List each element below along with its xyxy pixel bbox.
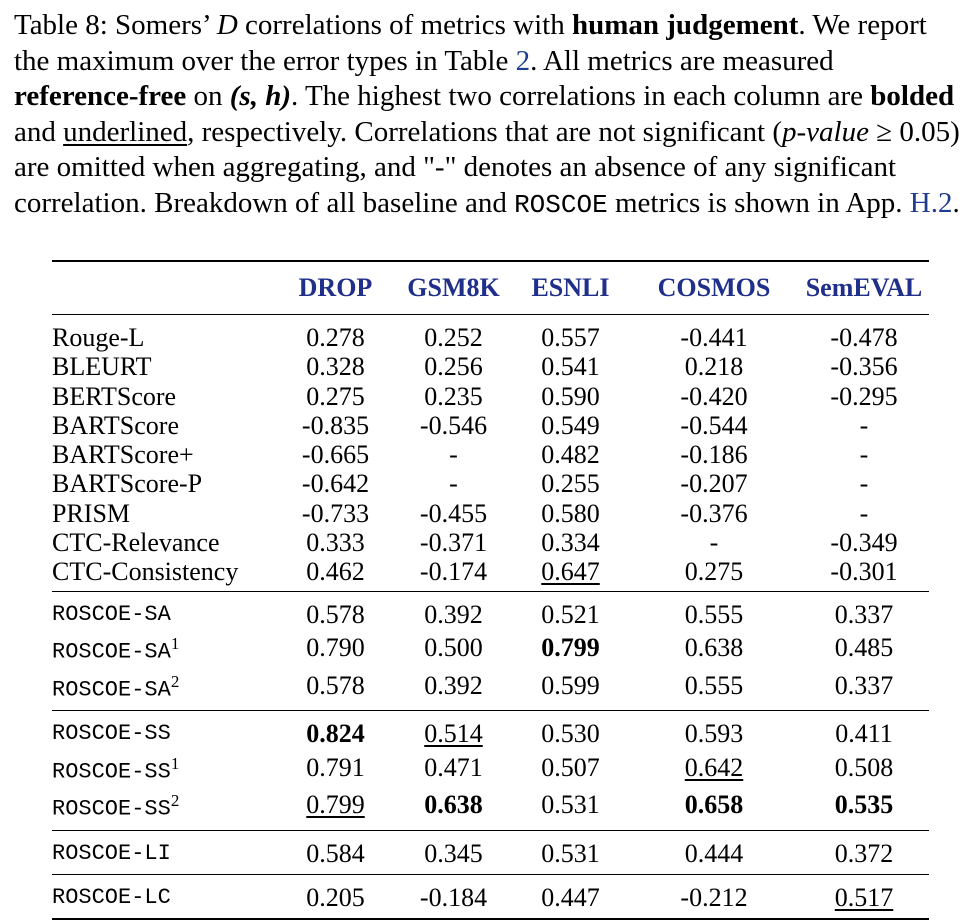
superscript: 2 [170, 791, 180, 811]
results-table [52, 260, 929, 920]
table-row [52, 382, 929, 411]
table-row [52, 315, 929, 353]
cell-value: 0.392 [424, 670, 483, 700]
cell-value: 0.255 [541, 469, 600, 499]
superscript: 2 [170, 671, 180, 691]
cell-value: 0.447 [541, 883, 600, 913]
somers-d: D [216, 9, 238, 41]
best-value: 0.824 [306, 719, 365, 749]
metric-name: CTC-Relevance [52, 528, 220, 558]
cell-value: -0.420 [680, 381, 748, 411]
underlined-word: underlined [63, 115, 188, 148]
col-header-gsm8k: GSM8K [407, 273, 500, 302]
p-value: p-value [781, 115, 869, 148]
cell-value [395, 711, 512, 749]
cell-value: -0.733 [301, 498, 370, 528]
cell-value: 0.549 [541, 410, 600, 440]
cell-value: - [859, 469, 869, 499]
cell-value: 0.531 [541, 790, 600, 820]
second-best-value: 0.799 [306, 790, 365, 820]
cell-value: -0.544 [680, 410, 748, 440]
cell-value: 0.638 [684, 633, 744, 663]
cell-value [276, 786, 395, 830]
best-value: 0.658 [684, 790, 744, 820]
cell-value: 0.333 [306, 528, 365, 558]
cell-value: 0.235 [424, 381, 483, 411]
cell-value: 0.521 [541, 599, 600, 629]
cell-value [799, 875, 929, 920]
cell-value: 0.530 [541, 719, 600, 749]
roscoe-sa-group [52, 591, 929, 711]
metric-name: ROSCOE-SS [52, 721, 171, 747]
cell-value: 0.507 [541, 752, 600, 782]
cell-value: 0.444 [684, 838, 744, 868]
bolded-word: bolded [870, 80, 955, 112]
roscoe-ss-group [52, 711, 929, 831]
cell-value: -0.642 [301, 469, 370, 499]
cell-value: 0.508 [834, 752, 894, 782]
header-empty [52, 261, 276, 315]
cell-value: -0.376 [680, 498, 748, 528]
cell-value: 0.541 [541, 352, 600, 382]
cell-value: 0.462 [306, 557, 365, 587]
cell-value: 0.411 [835, 719, 893, 749]
table-row [52, 591, 929, 629]
table-row [52, 499, 929, 528]
cell-value: -0.295 [830, 381, 898, 411]
cell-value [629, 786, 799, 830]
metric-name: BARTScore [52, 410, 179, 440]
cell-value: -0.349 [830, 528, 898, 558]
cell-value: 0.555 [684, 599, 744, 629]
caption-label: Table 8: [14, 9, 108, 41]
metric-name: Rouge-L [52, 323, 145, 352]
best-value: 0.638 [424, 790, 483, 820]
table-row [52, 352, 929, 381]
second-best-value: 0.514 [424, 719, 483, 749]
cell-value: -0.835 [301, 410, 370, 440]
cell-value: 0.218 [684, 352, 744, 382]
cell-value: 0.791 [306, 752, 365, 782]
header-row [52, 261, 929, 315]
cell-value: 0.275 [684, 557, 744, 587]
cell-value [512, 557, 629, 591]
cell-value: -0.301 [830, 557, 898, 587]
cell-value: 0.328 [306, 352, 365, 382]
table-row [52, 711, 929, 749]
cell-value: - [859, 498, 869, 528]
cell-value: 0.278 [306, 323, 365, 352]
metric-name: ROSCOE-SA [52, 601, 171, 627]
table-row [52, 749, 929, 787]
cell-value: - [449, 469, 458, 499]
cell-value: 0.485 [834, 633, 894, 663]
metric-name: ROSCOE-$SS^1$ [52, 753, 180, 784]
cell-value: 0.471 [424, 752, 483, 782]
cell-value: -0.207 [680, 469, 748, 499]
table-row [52, 786, 929, 830]
cell-value: -0.441 [680, 323, 748, 352]
cell-value: -0.212 [680, 883, 748, 913]
cell-value: -0.174 [419, 557, 488, 587]
table-row [52, 629, 929, 667]
col-header-esnli: ESNLI [531, 273, 610, 302]
table-row [52, 557, 929, 591]
cell-value: - [709, 528, 719, 558]
reference-free: reference-free [14, 80, 187, 112]
metric-name: ROSCOE-$SA^2$ [52, 671, 180, 702]
cell-value: - [859, 440, 869, 470]
cell-value: - [449, 440, 458, 470]
cell-value: 0.345 [424, 838, 483, 868]
col-header-cosmos: COSMOS [657, 273, 771, 302]
appendix-ref-link[interactable]: H.2 [909, 186, 953, 219]
cell-value: 0.790 [306, 633, 365, 663]
cell-value: 0.593 [684, 719, 744, 749]
metric-name: BLEURT [52, 352, 152, 382]
cell-value: 0.580 [541, 498, 600, 528]
table-row [52, 469, 929, 498]
cell-value: 0.392 [424, 599, 483, 629]
cell-value: 0.482 [541, 440, 600, 470]
cell-value [512, 629, 629, 667]
cell-value: - [859, 410, 869, 440]
cell-value: -0.184 [419, 883, 488, 913]
cell-value: 0.205 [306, 883, 365, 913]
superscript: 1 [170, 753, 180, 773]
table-row [52, 667, 929, 711]
second-best-value: 0.642 [684, 752, 744, 782]
cell-value: 0.500 [424, 633, 483, 663]
cell-value: 0.334 [541, 528, 600, 558]
s-h-pair: (s, h) [229, 80, 291, 112]
metric-name: PRISM [52, 498, 131, 528]
cell-value: 0.372 [834, 838, 894, 868]
cell-value: -0.356 [830, 352, 898, 382]
cell-value: 0.337 [834, 670, 894, 700]
cell-value: 0.256 [424, 352, 483, 382]
cell-value [629, 749, 799, 787]
cell-value: -0.186 [680, 440, 748, 470]
cell-value: 0.275 [306, 381, 365, 411]
cell-value: 0.578 [306, 599, 365, 629]
best-value: 0.535 [834, 790, 894, 820]
table-row [52, 875, 929, 920]
metric-name: CTC-Consistency [52, 557, 239, 587]
cell-value: 0.578 [306, 670, 365, 700]
roscoe-li-group [52, 830, 929, 874]
col-header-drop: DROP [298, 273, 373, 302]
table-caption: Table 8: Somers’ D correlations of metrics with human judgement. We report the maximum over the error types in Table 2. All metrics are measured reference-free on (s, h). The highest two correlations in each column are bolded and underlined, respectively. Correlations that are not significant (p-value ≥ 0.05) are omitted when aggregating, and "-" denotes an absence of any significant correlation. Breakdown of all baseline and ROSCOE metrics is shown in App. H.2. [14, 9, 960, 220]
human-judgement: human judgement [571, 9, 799, 41]
metric-name: ROSCOE-$SA^1$ [52, 633, 180, 665]
superscript: 1 [170, 633, 180, 653]
cell-value: -0.665 [301, 440, 370, 470]
table-row [52, 440, 929, 469]
cell-value: 0.555 [684, 670, 744, 700]
col-header-semeval: SemEVAL [805, 273, 923, 302]
cell-value: 0.584 [306, 838, 365, 868]
cell-value: 0.252 [424, 323, 483, 352]
best-value: 0.799 [541, 633, 600, 663]
second-best-value: 0.647 [541, 557, 600, 587]
table-row [52, 411, 929, 440]
metric-name: ROSCOE-$SS^2$ [52, 791, 180, 822]
metric-name: BARTScore-P [52, 469, 203, 499]
cell-value [395, 786, 512, 830]
cell-value [276, 711, 395, 749]
cell-value: -0.478 [830, 323, 898, 352]
table-row [52, 830, 929, 874]
roscoe-lc-group [52, 875, 929, 920]
cell-value [799, 786, 929, 830]
table-ref-link[interactable]: 2 [515, 44, 531, 77]
cell-value: 0.337 [834, 599, 894, 629]
metric-name: ROSCOE-LI [52, 840, 171, 866]
baseline-group [52, 315, 929, 592]
table-row [52, 528, 929, 557]
metric-name: ROSCOE-LC [52, 885, 171, 911]
cell-value: 0.599 [541, 670, 600, 700]
cell-value: -0.546 [419, 410, 488, 440]
second-best-value: 0.517 [834, 883, 894, 913]
cell-value: -0.455 [419, 498, 488, 528]
cell-value: 0.590 [541, 381, 600, 411]
cell-value: 0.531 [541, 838, 600, 868]
metric-name: BERTScore [52, 381, 177, 411]
roscoe-word: ROSCOE [514, 189, 608, 220]
metric-name: BARTScore+ [52, 440, 194, 470]
cell-value: -0.371 [419, 528, 488, 558]
cell-value: 0.557 [541, 323, 600, 352]
